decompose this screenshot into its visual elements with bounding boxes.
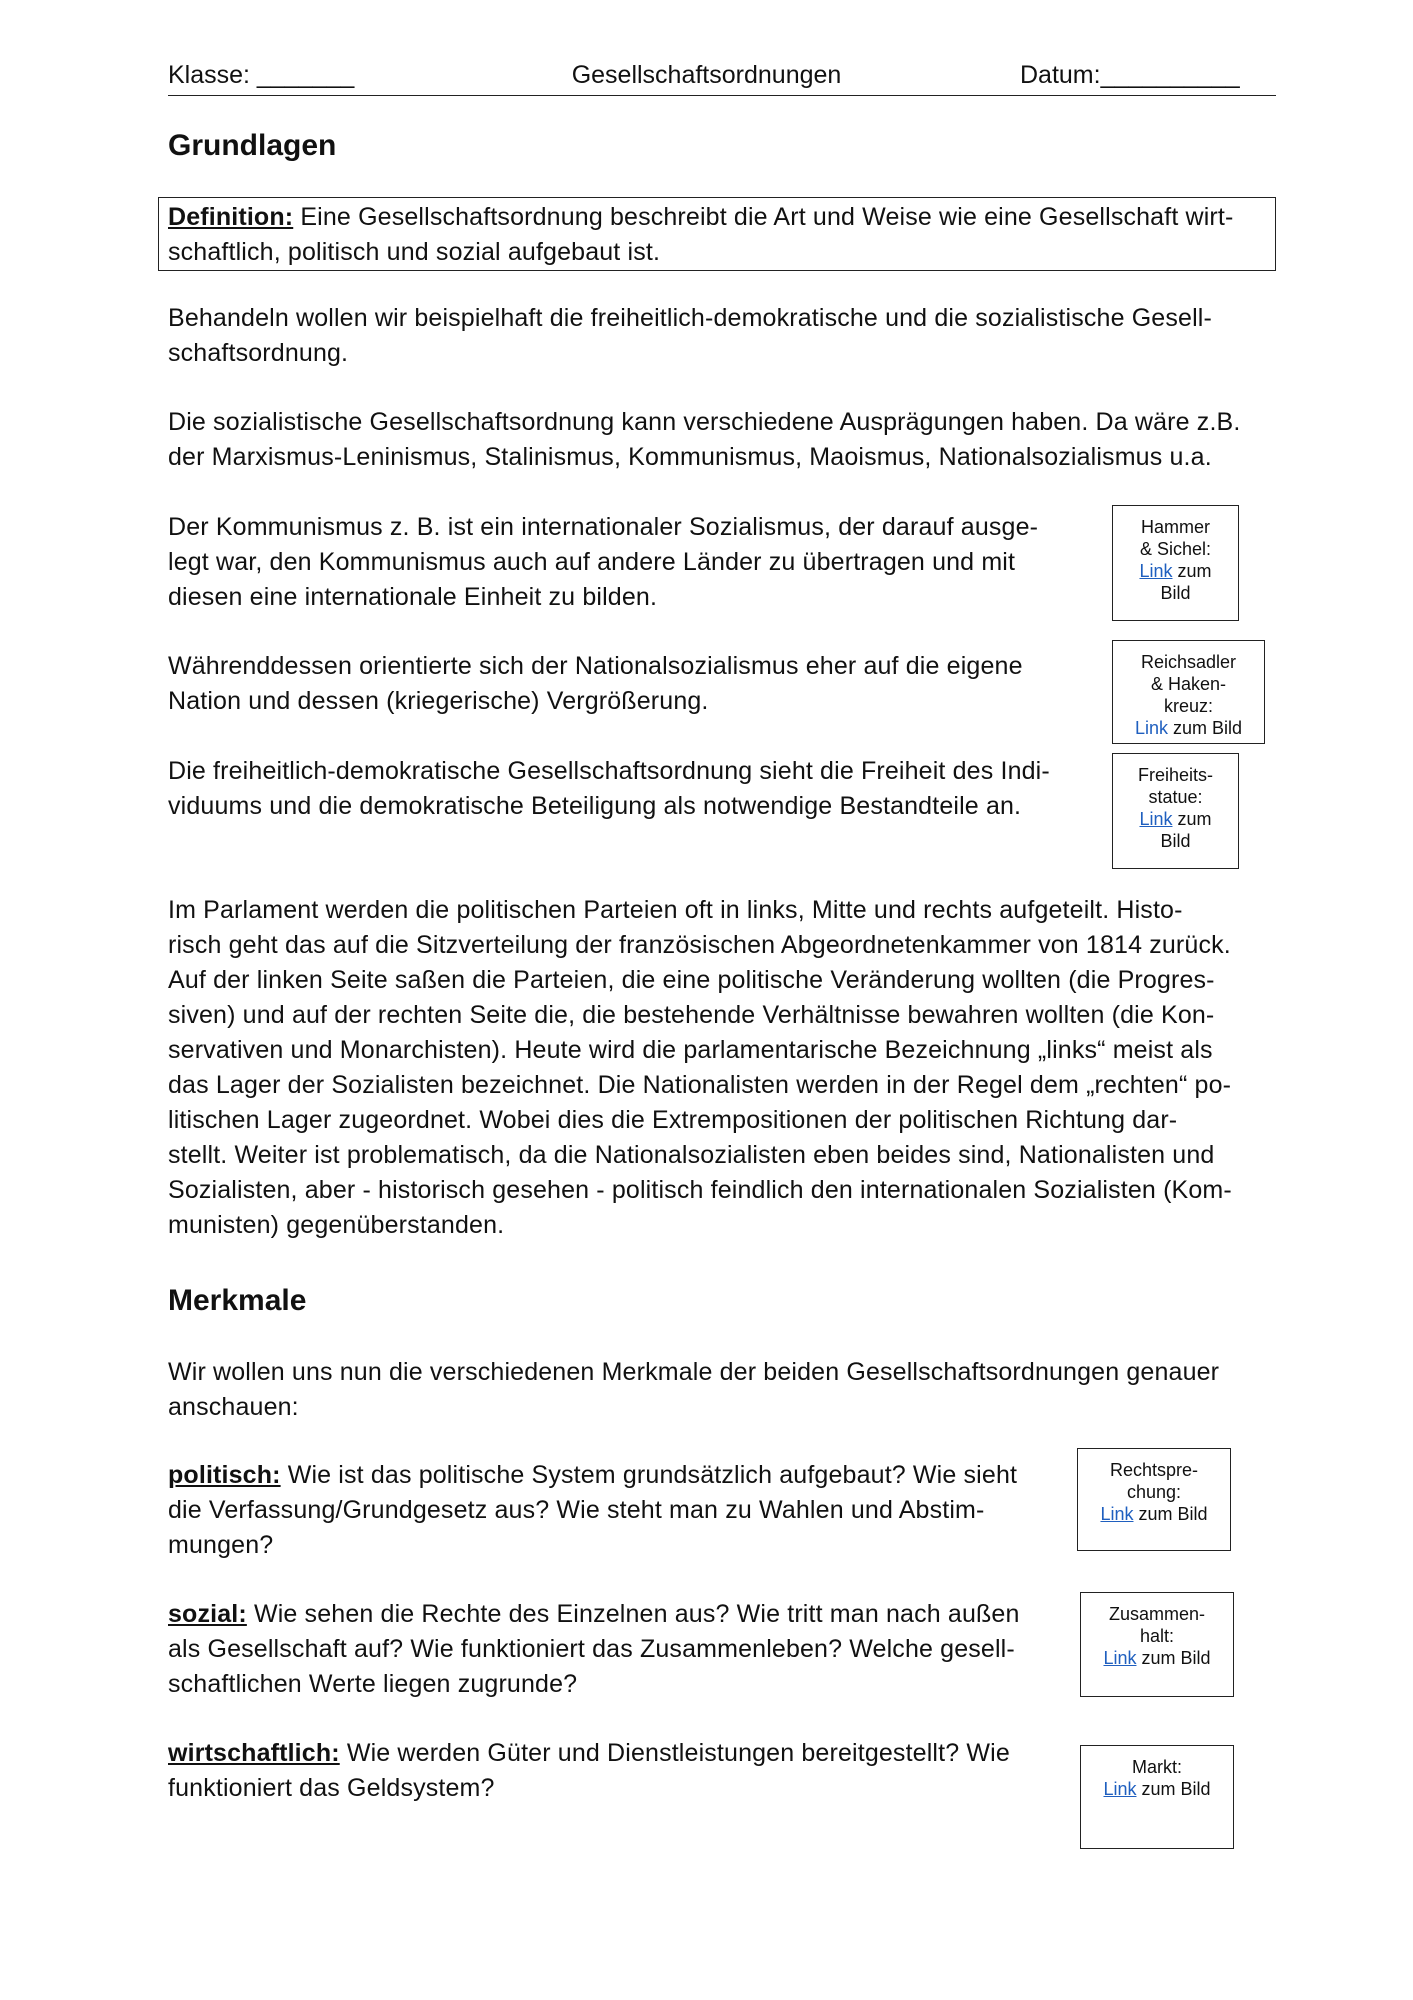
merkmal-label-sozial: sozial: [168, 1600, 247, 1628]
image-box-text: statue: [1148, 787, 1203, 807]
paragraph-line: Die sozialistische Gesellschaftsordnung kann verschiedene Ausprägungen haben. Da wäre z.B. [168, 408, 1241, 436]
date-field: Datum:__________ [1020, 61, 1240, 89]
paragraph-line: schaftsordnung. [168, 339, 349, 367]
merkmal-wirtschaftlich [168, 1736, 1010, 1806]
image-box-text: Bild [1160, 831, 1191, 851]
paragraph-line: siven) und auf der rechten Seite die, die bestehende Verhältnisse bewahren wollten (die Kon- [168, 1001, 1215, 1029]
heading-merkmale: Merkmale [168, 1284, 307, 1317]
paragraph-line: Auf der linken Seite saßen die Parteien, die eine politische Veränderung wollten (die Progres- [168, 966, 1215, 994]
paragraph-line: munisten) gegenüberstanden. [168, 1211, 505, 1239]
paragraph-line: legt war, den Kommunismus auch auf andere Länder zu übertragen und mit [168, 548, 1016, 576]
paragraph-kommunismus [168, 510, 1038, 615]
image-box-text: Rechtspre- [1109, 1460, 1199, 1480]
class-field: Klasse: _______ [168, 61, 355, 89]
image-box-text: Markt: [1131, 1757, 1182, 1777]
paragraph-parlament [168, 893, 1232, 1243]
paragraph-line: Wie sehen die Rechte des Einzelnen aus? Wie tritt man nach außen [246, 1600, 1020, 1628]
image-link[interactable]: Link [1103, 1648, 1137, 1668]
merkmal-politisch [168, 1458, 1017, 1563]
paragraph-auspraegungen [168, 405, 1240, 475]
paragraph-line: diesen eine internationale Einheit zu bilden. [168, 583, 658, 611]
image-box-hammer-sichel [1112, 505, 1239, 621]
paragraph-line: Währenddessen orientierte sich der Nationalsozialismus eher auf die eigene [168, 652, 1023, 680]
paragraph-freiheitlich [168, 754, 1050, 824]
image-box-text: chung: [1126, 1482, 1182, 1502]
paragraph-line: Behandeln wollen wir beispielhaft die freiheitlich-demokratische und die sozialistische Gesell- [168, 304, 1212, 332]
image-box-text: halt: [1139, 1626, 1175, 1646]
image-link[interactable]: Link [1100, 1504, 1134, 1524]
paragraph-line: litischen Lager zugeordnet. Wobei dies die Extrempositionen der politischen Richtung dar- [168, 1106, 1178, 1134]
paragraph-line: mungen? [168, 1531, 274, 1559]
definition-label: Definition: [168, 203, 294, 231]
definition-text-1: Eine Gesellschaftsordnung beschreibt die Art und Weise wie eine Gesellschaft wirt- [293, 203, 1234, 231]
image-box-text: Reichsadler [1140, 652, 1237, 672]
paragraph-line: der Marxismus-Leninismus, Stalinismus, Kommunismus, Maoismus, Nationalsozialismus u.a. [168, 443, 1212, 471]
image-box-text: zum Bild [1136, 1648, 1211, 1668]
paragraph-line: Wir wollen uns nun die verschiedenen Merkmale der beiden Gesellschaftsordnungen genauer [168, 1358, 1220, 1386]
heading-grundlagen: Grundlagen [168, 129, 337, 162]
paragraph-line: servativen und Monarchisten). Heute wird die parlamentarische Bezeichnung „links“ meist als [168, 1036, 1213, 1064]
image-link[interactable]: Link [1134, 718, 1168, 738]
image-box-freiheitsstatue [1112, 753, 1239, 869]
image-box-text: Hammer [1140, 517, 1210, 537]
image-link[interactable]: Link [1103, 1779, 1137, 1799]
merkmal-sozial [168, 1597, 1020, 1702]
header-rule [168, 95, 1276, 96]
image-box-rechtsprechung [1077, 1448, 1231, 1551]
image-box-markt [1080, 1745, 1234, 1849]
image-link[interactable]: Link [1139, 561, 1173, 581]
paragraph-merkmale-intro [168, 1355, 1219, 1425]
image-box-text: Freiheits- [1137, 765, 1213, 785]
paragraph-line: anschauen: [168, 1393, 299, 1421]
image-box-zusammenhalt [1080, 1592, 1234, 1697]
paragraph-nationalsozialismus [168, 649, 1023, 719]
image-box-text: zum [1172, 809, 1212, 829]
image-box-text: zum [1172, 561, 1212, 581]
paragraph-line: Nation und dessen (kriegerische) Vergrößerung. [168, 687, 709, 715]
paragraph-intro [168, 301, 1212, 371]
paragraph-line: das Lager der Sozialisten bezeichnet. Die Nationalisten werden in der Regel dem „rechten“ po- [168, 1071, 1232, 1099]
image-box-text: & Haken- [1150, 674, 1227, 694]
image-box-text: kreuz: [1163, 696, 1214, 716]
image-box-text: Zusammen- [1108, 1604, 1206, 1624]
paragraph-line: Sozialisten, aber - historisch gesehen - politisch feindlich den internationalen Sozialisten (Kom- [168, 1176, 1232, 1204]
paragraph-line: Die freiheitlich-demokratische Gesellschaftsordnung sieht die Freiheit des Indi- [168, 757, 1050, 785]
image-box-text: zum Bild [1136, 1779, 1211, 1799]
paragraph-line: viduums und die demokratische Beteiligung als notwendige Bestandteile an. [168, 792, 1022, 820]
paragraph-line: Im Parlament werden die politischen Parteien oft in links, Mitte und rechts aufgeteilt. Histo- [168, 896, 1183, 924]
paragraph-line: risch geht das auf die Sitzverteilung der französischen Abgeordnetenkammer von 1814 zurück. [168, 931, 1231, 959]
paragraph-line: schaftlichen Werte liegen zugrunde? [168, 1670, 578, 1698]
image-box-text: & Sichel: [1139, 539, 1212, 559]
paragraph-line: funktioniert das Geldsystem? [168, 1774, 495, 1802]
paragraph-line: Wie ist das politische System grundsätzlich aufgebaut? Wie sieht [280, 1461, 1018, 1489]
image-box-text: zum Bild [1168, 718, 1243, 738]
paragraph-line: Der Kommunismus z. B. ist ein internationaler Sozialismus, der darauf ausge- [168, 513, 1039, 541]
paragraph-line: stellt. Weiter ist problematisch, da die Nationalsozialisten eben beides sind, Nationalisten und [168, 1141, 1215, 1169]
definition-line-1 [168, 200, 1233, 235]
paragraph-line: Wie werden Güter und Dienstleistungen bereitgestellt? Wie [339, 1739, 1010, 1767]
image-box-text: Bild [1160, 583, 1191, 603]
merkmal-label-wirtschaftlich: wirtschaftlich: [168, 1739, 340, 1767]
paragraph-line: als Gesellschaft auf? Wie funktioniert das Zusammenleben? Welche gesell- [168, 1635, 1015, 1663]
paragraph-line: die Verfassung/Grundgesetz aus? Wie steht man zu Wahlen und Abstim- [168, 1496, 985, 1524]
image-box-reichsadler [1112, 640, 1265, 744]
definition-line-2: schaftlich, politisch und sozial aufgebaut ist. [168, 238, 661, 266]
merkmal-label-politisch: politisch: [168, 1461, 281, 1489]
worksheet-title: Gesellschaftsordnungen [571, 61, 842, 89]
image-link[interactable]: Link [1139, 809, 1173, 829]
image-box-text: zum Bild [1133, 1504, 1208, 1524]
